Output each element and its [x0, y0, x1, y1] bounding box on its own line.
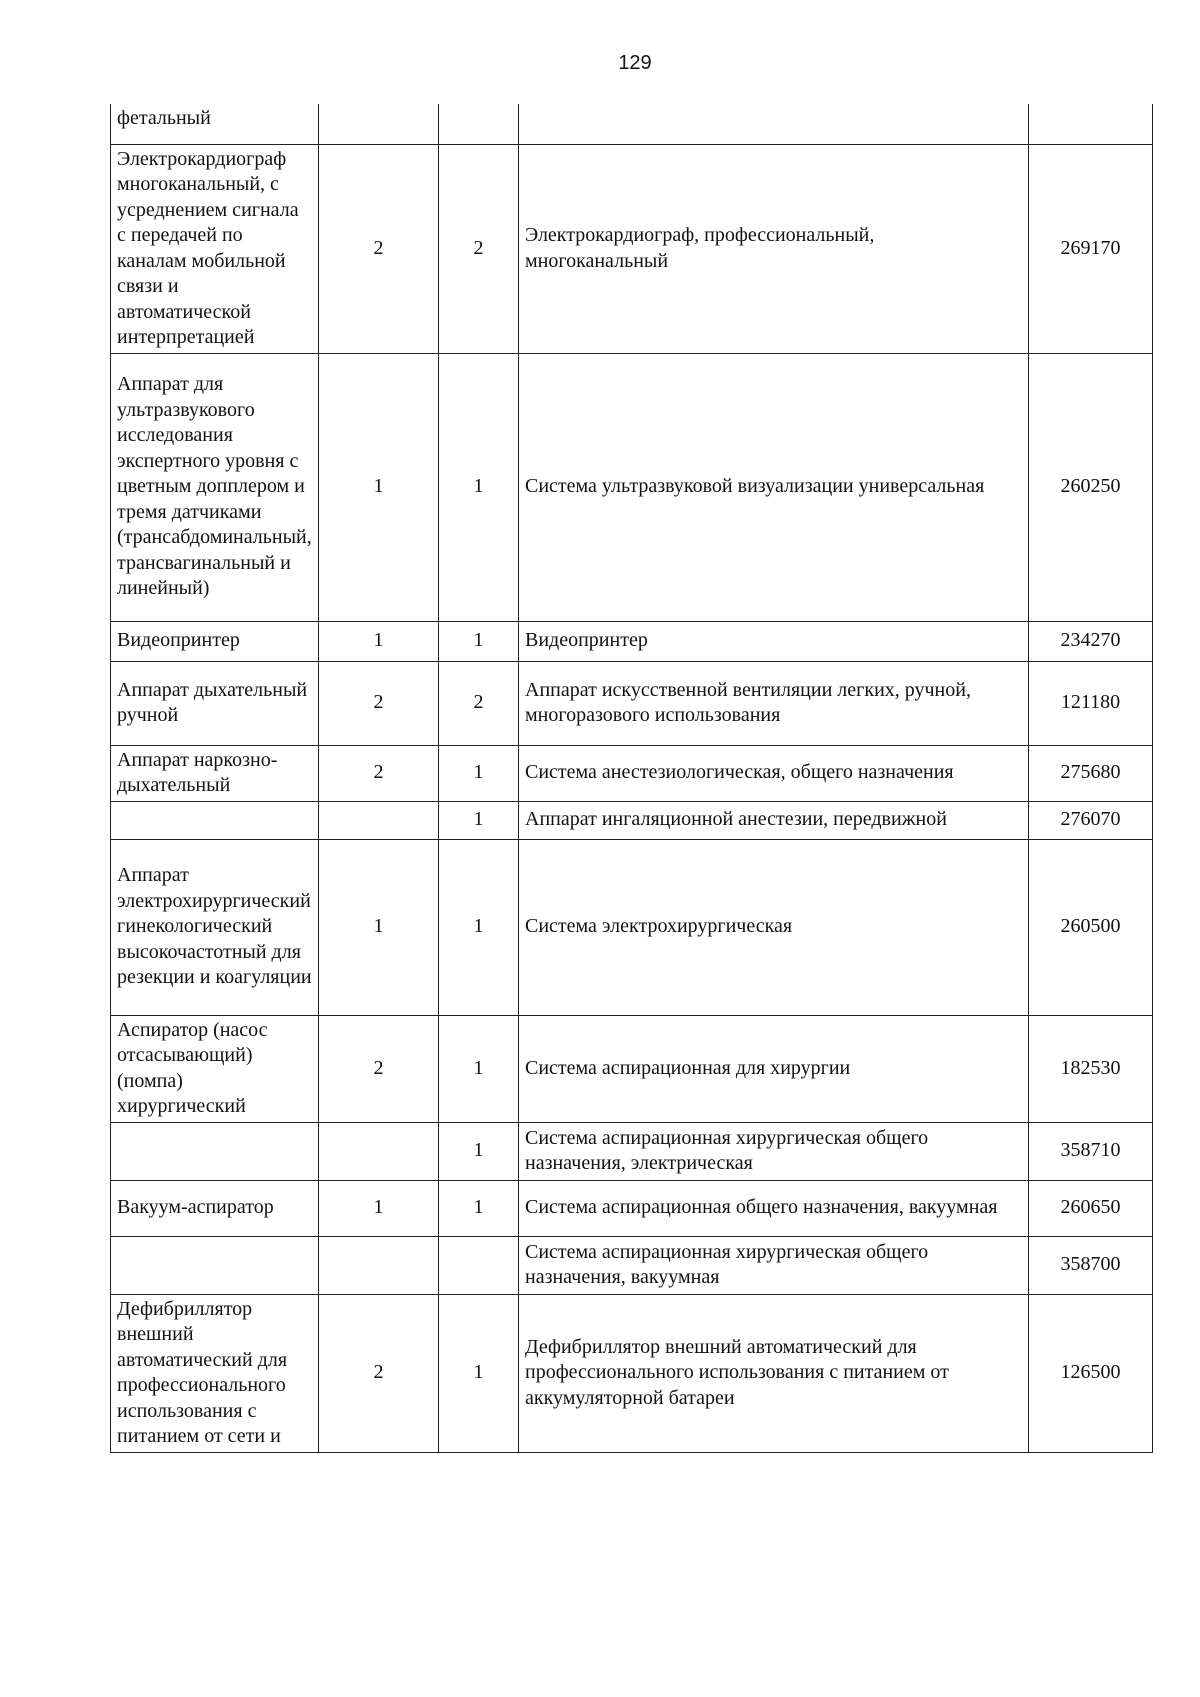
available-qty-cell: 1: [439, 1015, 519, 1122]
equipment-description-cell: Аппарат ингаляционной анестезии, передвижной: [519, 801, 1029, 839]
available-qty-cell: 1: [439, 353, 519, 621]
available-qty-cell: 2: [439, 661, 519, 745]
equipment-name-cell: Дефибриллятор внешний автоматический для профессионального использования с питанием от сети и: [111, 1294, 319, 1452]
table-row: [111, 1015, 1153, 1122]
equipment-code-cell: 182530: [1029, 1015, 1153, 1122]
required-qty-cell: [319, 1122, 439, 1180]
equipment-code-cell: 260250: [1029, 353, 1153, 621]
equipment-code-cell: [1029, 104, 1153, 144]
equipment-name-cell: [111, 1236, 319, 1294]
available-qty-cell: 1: [439, 1294, 519, 1452]
table-row: [111, 745, 1153, 801]
table-row: [111, 621, 1153, 661]
equipment-code-cell: 260650: [1029, 1180, 1153, 1236]
required-qty-cell: [319, 801, 439, 839]
table-row: [111, 104, 1153, 144]
table-row: [111, 353, 1153, 621]
available-qty-cell: 1: [439, 839, 519, 1015]
required-qty-cell: 2: [319, 1294, 439, 1452]
available-qty-cell: 1: [439, 621, 519, 661]
available-qty-cell: 1: [439, 1180, 519, 1236]
equipment-code-cell: 269170: [1029, 144, 1153, 353]
available-qty-cell: 1: [439, 801, 519, 839]
equipment-name-cell: Вакуум-аспиратор: [111, 1180, 319, 1236]
required-qty-cell: 2: [319, 1015, 439, 1122]
equipment-name-cell: фетальный: [111, 104, 319, 144]
table-row: [111, 1122, 1153, 1180]
equipment-description-cell: Система аспирационная общего назначения, вакуумная: [519, 1180, 1029, 1236]
equipment-description-cell: Система электрохирургическая: [519, 839, 1029, 1015]
equipment-code-cell: 234270: [1029, 621, 1153, 661]
available-qty-cell: 1: [439, 745, 519, 801]
page-number: 129: [618, 52, 652, 74]
required-qty-cell: 2: [319, 661, 439, 745]
available-qty-cell: 2: [439, 144, 519, 353]
equipment-description-cell: Дефибриллятор внешний автоматический для профессионального использования с питанием от аккумуляторной батареи: [519, 1294, 1029, 1452]
equipment-description-cell: Аппарат искусственной вентиляции легких, ручной, многоразового использования: [519, 661, 1029, 745]
equipment-code-cell: 121180: [1029, 661, 1153, 745]
equipment-table-body: [111, 104, 1153, 1452]
equipment-code-cell: 276070: [1029, 801, 1153, 839]
available-qty-cell: 1: [439, 1122, 519, 1180]
equipment-name-cell: Аппарат электрохирургический гинекологический высокочастотный для резекции и коагуляции: [111, 839, 319, 1015]
required-qty-cell: 1: [319, 621, 439, 661]
equipment-table: [110, 104, 1153, 1453]
table-row: [111, 801, 1153, 839]
equipment-name-cell: [111, 1122, 319, 1180]
equipment-code-cell: 358700: [1029, 1236, 1153, 1294]
equipment-description-cell: Система ультразвуковой визуализации универсальная: [519, 353, 1029, 621]
equipment-name-cell: Аппарат дыхательный ручной: [111, 661, 319, 745]
equipment-code-cell: 358710: [1029, 1122, 1153, 1180]
equipment-name-cell: Аппарат наркозно-дыхательный: [111, 745, 319, 801]
table-row: [111, 144, 1153, 353]
equipment-name-cell: [111, 801, 319, 839]
available-qty-cell: [439, 104, 519, 144]
equipment-description-cell: Система аспирационная хирургическая общего назначения, электрическая: [519, 1122, 1029, 1180]
equipment-description-cell: Видеопринтер: [519, 621, 1029, 661]
equipment-description-cell: Система аспирационная хирургическая общего назначения, вакуумная: [519, 1236, 1029, 1294]
table-row: [111, 1236, 1153, 1294]
equipment-code-cell: 275680: [1029, 745, 1153, 801]
required-qty-cell: 2: [319, 745, 439, 801]
required-qty-cell: [319, 1236, 439, 1294]
equipment-description-cell: Система аспирационная для хирургии: [519, 1015, 1029, 1122]
table-row: [111, 839, 1153, 1015]
required-qty-cell: 1: [319, 353, 439, 621]
equipment-code-cell: 260500: [1029, 839, 1153, 1015]
table-row: [111, 1180, 1153, 1236]
equipment-description-cell: [519, 104, 1029, 144]
equipment-name-cell: Аппарат для ультразвукового исследования экспертного уровня с цветным допплером и тремя датчиками (трансабдоминальный, трансвагинальный и линейный): [111, 353, 319, 621]
equipment-description-cell: Электрокардиограф, профессиональный, многоканальный: [519, 144, 1029, 353]
required-qty-cell: 1: [319, 839, 439, 1015]
equipment-name-cell: Аспиратор (насос отсасывающий) (помпа) хирургический: [111, 1015, 319, 1122]
equipment-name-cell: Видеопринтер: [111, 621, 319, 661]
table-row: [111, 661, 1153, 745]
equipment-code-cell: 126500: [1029, 1294, 1153, 1452]
required-qty-cell: [319, 104, 439, 144]
equipment-name-cell: Электрокардиограф многоканальный, с усреднением сигнала с передачей по каналам мобильной связи и автоматической интерпретацией: [111, 144, 319, 353]
equipment-description-cell: Система анестезиологическая, общего назначения: [519, 745, 1029, 801]
required-qty-cell: 1: [319, 1180, 439, 1236]
available-qty-cell: [439, 1236, 519, 1294]
required-qty-cell: 2: [319, 144, 439, 353]
table-row: [111, 1294, 1153, 1452]
